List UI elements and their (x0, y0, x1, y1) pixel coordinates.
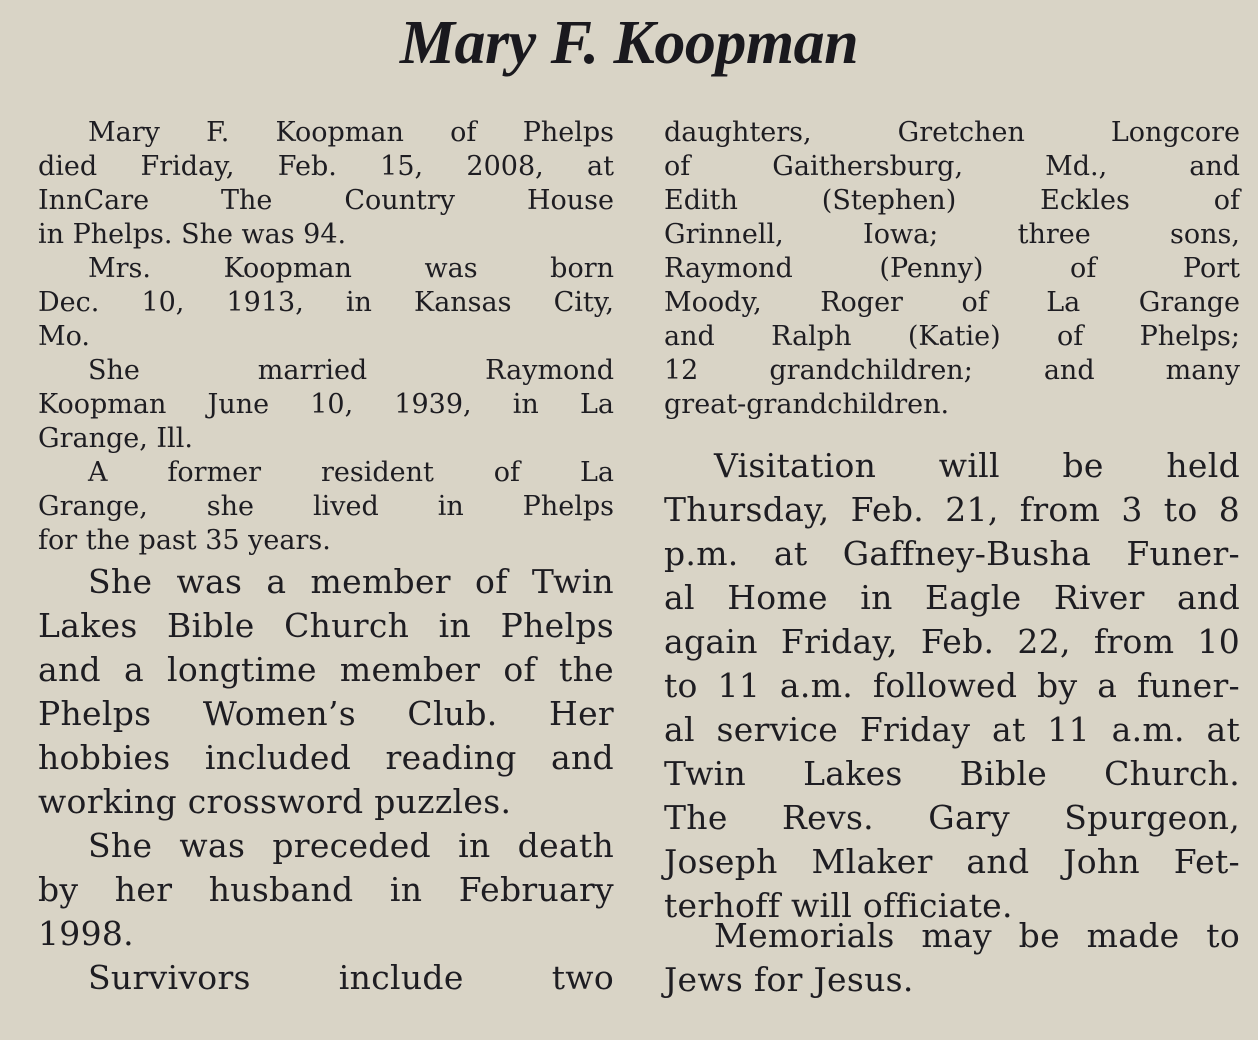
text-line: by her husband in February (38, 870, 614, 909)
text-line: Mrs. Koopman was born (88, 253, 614, 284)
paragraph-survivors-start (38, 956, 614, 1000)
paragraph-visitation (664, 444, 1240, 928)
text-line: Raymond (Penny) of Port (664, 253, 1240, 284)
text-line: The Revs. Gary Spurgeon, (664, 798, 1240, 837)
text-line: Phelps Women’s Club. Her (38, 694, 614, 733)
text-line: al service Friday at 11 a.m. at (664, 710, 1240, 749)
text-line: terhoff will officiate. (664, 886, 1013, 925)
text-line: Memorials may be made to (714, 916, 1240, 955)
text-line: She was a member of Twin (88, 562, 614, 601)
text-line: again Friday, Feb. 22, from 10 (664, 622, 1240, 661)
text-line: InnCare The Country House (38, 185, 614, 216)
paragraph-preceded (38, 824, 614, 956)
text-line: Mo. (38, 321, 91, 352)
text-line: and a longtime member of the (38, 650, 614, 689)
text-line: and Ralph (Katie) of Phelps; (664, 321, 1240, 352)
text-line: 12 grandchildren; and many (664, 355, 1240, 386)
text-line: in Phelps. She was 94. (38, 219, 347, 250)
text-line: Grinnell, Iowa; three sons, (664, 219, 1240, 250)
text-line: Jews for Jesus. (664, 960, 914, 999)
paragraph-marriage (38, 354, 614, 456)
text-line: working crossword puzzles. (38, 782, 512, 821)
obituary-title: Mary F. Koopman (399, 9, 859, 77)
text-line: She married Raymond (88, 355, 614, 386)
text-line: Twin Lakes Bible Church. (664, 754, 1240, 793)
text-line: Edith (Stephen) Eckles of (664, 185, 1240, 216)
text-line: died Friday, Feb. 15, 2008, at (38, 151, 614, 182)
text-line: al Home in Eagle River and (664, 578, 1240, 617)
text-line: for the past 35 years. (38, 525, 331, 556)
text-line: to 11 a.m. followed by a funer- (664, 666, 1240, 705)
text-line: She was preceded in death (88, 826, 614, 865)
text-line: great-grandchildren. (664, 389, 950, 420)
text-line: p.m. at Gaffney-Busha Funer- (664, 534, 1240, 573)
paragraph-survivors-continued (664, 116, 1240, 422)
text-line: Lakes Bible Church in Phelps (38, 606, 614, 645)
paragraph-birth (38, 252, 614, 354)
text-line: Survivors include two (88, 958, 614, 997)
text-line: of Gaithersburg, Md., and (664, 151, 1240, 182)
text-line: Grange, she lived in Phelps (38, 491, 614, 522)
paragraph-residence (38, 456, 614, 558)
text-line: Mary F. Koopman of Phelps (88, 117, 614, 148)
text-line: Koopman June 10, 1939, in La (38, 389, 614, 420)
text-line: Dec. 10, 1913, in Kansas City, (38, 287, 614, 318)
text-line: A former resident of La (88, 457, 614, 488)
text-line: 1998. (38, 914, 134, 953)
paragraph-membership (38, 560, 614, 824)
text-line: Moody, Roger of La Grange (664, 287, 1240, 318)
text-line: daughters, Gretchen Longcore (664, 117, 1240, 148)
text-line: Joseph Mlaker and John Fet- (664, 842, 1240, 881)
text-line: hobbies included reading and (38, 738, 614, 777)
text-line: Grange, Ill. (38, 423, 193, 454)
text-line: Visitation will be held (714, 446, 1240, 485)
paragraph-memorials (664, 914, 1240, 1002)
text-line: Thursday, Feb. 21, from 3 to 8 (664, 490, 1240, 529)
paragraph-death-notice (38, 116, 614, 252)
